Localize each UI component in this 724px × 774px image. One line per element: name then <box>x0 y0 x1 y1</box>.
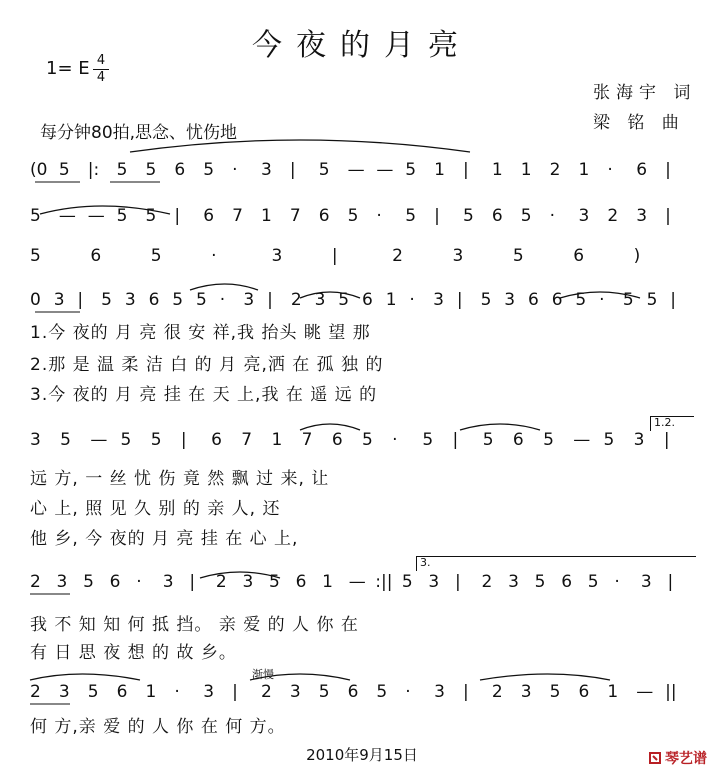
note: 1 <box>491 160 503 180</box>
note: 5 <box>405 160 417 180</box>
lyric-line: 他 乡, 今 夜的 月 亮 挂 在 心 上, <box>30 529 299 549</box>
note: 3 <box>508 572 519 592</box>
note: 2 <box>260 682 272 702</box>
lyric-line: 有 日 思 夜 想 的 故 乡。 <box>30 643 237 663</box>
note: 3 <box>633 430 645 450</box>
note: · <box>174 682 180 702</box>
note: 5 <box>83 572 94 592</box>
note: 6 <box>116 682 128 702</box>
note: 5 <box>203 160 215 180</box>
barline: | <box>232 682 238 702</box>
note: 2 <box>392 246 403 266</box>
barline: || <box>665 682 677 702</box>
note: 2 <box>290 290 302 310</box>
note: 3 <box>56 572 68 592</box>
note: 7 <box>241 430 253 450</box>
note: 6 <box>295 572 307 592</box>
logo-text: 琴艺谱 <box>665 751 707 767</box>
note: 5 <box>480 290 492 310</box>
barline: | <box>665 160 671 180</box>
note: 6 <box>174 160 186 180</box>
note: 5 <box>520 206 532 226</box>
note: 5 <box>318 160 330 180</box>
note: 5 <box>30 246 41 266</box>
note: 6 <box>561 572 573 592</box>
note: 5 <box>549 682 561 702</box>
note: 2 <box>549 160 561 180</box>
note: 3 <box>434 682 445 702</box>
note: 3 <box>520 682 532 702</box>
note: 3 <box>289 682 301 702</box>
lyric-line: 2.那 是 温 柔 洁 白 的 月 亮,洒 在 孤 独 的 <box>30 355 384 375</box>
note: 5 <box>58 160 70 180</box>
note: · <box>219 290 226 310</box>
barline: | <box>463 160 469 180</box>
note: · <box>211 246 217 266</box>
note: 2 <box>481 572 493 592</box>
note: 0 <box>30 290 41 310</box>
note: 1 <box>322 572 333 592</box>
note: 6 <box>362 290 373 310</box>
note: 2 <box>491 682 503 702</box>
note: 6 <box>573 246 585 266</box>
barline: | <box>180 430 187 450</box>
time-signature-bottom: 4 <box>96 70 106 85</box>
lyric-line: 我 不 知 知 何 抵 挡。 亲 爱 的 人 你 在 <box>30 615 359 635</box>
note: 2 <box>30 572 41 592</box>
note: (0 <box>30 160 48 180</box>
note: 6 <box>512 430 524 450</box>
note: 5 <box>543 430 554 450</box>
note: 2 <box>30 682 41 702</box>
barline: | <box>452 430 459 450</box>
note: 5 <box>405 206 417 226</box>
barline: | <box>174 206 181 226</box>
note: 1 <box>145 682 157 702</box>
barline: | <box>665 206 671 226</box>
note: 3 <box>162 572 174 592</box>
note: 5 <box>145 160 157 180</box>
note: · <box>392 430 398 450</box>
note: 1 <box>434 160 445 180</box>
note: 1 <box>385 290 397 310</box>
note: 1 <box>271 430 283 450</box>
barline: | <box>434 206 440 226</box>
note: 6 <box>578 682 590 702</box>
note: 5 <box>101 290 112 310</box>
barline: :|| <box>375 572 393 592</box>
note: 5 <box>376 682 388 702</box>
note: 1 <box>607 682 619 702</box>
note: 3 <box>124 290 136 310</box>
note: 5 <box>401 572 413 592</box>
time-signature-top: 4 <box>96 53 106 68</box>
note: · <box>549 206 556 226</box>
note: 5 <box>646 290 658 310</box>
note: 5 <box>318 682 330 702</box>
note: 5 <box>587 572 599 592</box>
note: 5 <box>463 206 474 226</box>
note: 6 <box>109 572 121 592</box>
note: 5 <box>87 682 99 702</box>
note: 3 <box>314 290 326 310</box>
barline: | <box>667 572 674 592</box>
barline: | <box>663 430 670 450</box>
barline: |: <box>87 160 100 180</box>
note: 3 <box>203 682 215 702</box>
note: 1 <box>260 206 272 226</box>
barline: | <box>454 572 461 592</box>
note: — <box>636 682 654 702</box>
note: — <box>90 430 108 450</box>
note: 3 <box>452 246 464 266</box>
note: 3 <box>58 682 70 702</box>
note: 5 <box>30 206 41 226</box>
note: 5 <box>172 290 184 310</box>
barline: | <box>77 290 84 310</box>
note: 3 <box>242 572 254 592</box>
note: 3 <box>271 246 283 266</box>
note: — <box>573 430 591 450</box>
date-footer: 2010年9月15日 <box>306 746 418 764</box>
volta-3: 3. <box>416 556 696 571</box>
lyric-line: 3.今 夜的 月 亮 挂 在 天 上,我 在 遥 远 的 <box>30 385 378 405</box>
note: 2 <box>215 572 227 592</box>
note: — <box>376 160 394 180</box>
note: 3 <box>640 572 652 592</box>
note: 3 <box>260 160 272 180</box>
note: 5 <box>150 430 162 450</box>
note: 6 <box>551 290 563 310</box>
note: 5 <box>60 430 71 450</box>
barline: | <box>463 682 469 702</box>
note: 5 <box>575 290 587 310</box>
barline: | <box>289 160 296 180</box>
barline: | <box>267 290 273 310</box>
key-signature: 1= E <box>46 58 90 79</box>
note: — <box>58 206 76 226</box>
note: · <box>405 682 411 702</box>
note: 5 <box>482 430 494 450</box>
note: · <box>232 160 238 180</box>
note: 6 <box>528 290 539 310</box>
barline: | <box>670 290 677 310</box>
lyric-line: 1.今 夜的 月 亮 很 安 祥,我 抬头 眺 望 那 <box>30 323 371 343</box>
note: 5 <box>120 430 132 450</box>
note: 5 <box>347 206 359 226</box>
note: 3 <box>433 290 444 310</box>
note: 7 <box>232 206 243 226</box>
tempo-marking: 每分钟80拍,思念、忧伤地 <box>40 123 238 143</box>
lyric-line: 心 上, 照 见 久 别 的 亲 人, 还 <box>30 499 281 519</box>
note: 5 <box>196 290 207 310</box>
barline: | <box>189 572 196 592</box>
note: 5 <box>603 430 615 450</box>
note: 3 <box>30 430 41 450</box>
note: 5 <box>150 246 162 266</box>
note: · <box>607 160 613 180</box>
note: 5 <box>269 572 280 592</box>
note: 5 <box>116 206 128 226</box>
note: 6 <box>90 246 102 266</box>
note: · <box>376 206 382 226</box>
volta-1-2: 1.2. <box>650 416 694 431</box>
note: 6 <box>318 206 330 226</box>
note: 3 <box>578 206 590 226</box>
ritardando-mark: 渐慢 <box>252 668 274 681</box>
note: 7 <box>301 430 313 450</box>
note: 5 <box>338 290 350 310</box>
note: 6 <box>491 206 503 226</box>
note: · <box>136 572 142 592</box>
barline: | <box>456 290 463 310</box>
note: — <box>347 160 365 180</box>
note: 5 <box>622 290 634 310</box>
note: 5 <box>512 246 524 266</box>
note: 6 <box>331 430 343 450</box>
note: 5 <box>145 206 157 226</box>
note: 7 <box>289 206 301 226</box>
note: — <box>348 572 366 592</box>
note: 5 <box>534 572 546 592</box>
note: 3 <box>636 206 648 226</box>
lyric-line: 何 方,亲 爱 的 人 你 在 何 方。 <box>30 717 286 737</box>
note: 3 <box>504 290 516 310</box>
note: 6 <box>203 206 215 226</box>
note: ) <box>633 246 641 266</box>
song-title: 今夜的月亮 <box>252 28 472 63</box>
note: 5 <box>422 430 434 450</box>
note: 1 <box>578 160 590 180</box>
note: · <box>614 572 620 592</box>
composer-credit: 梁 铭 曲 <box>593 113 685 133</box>
lyricist-credit: 张海宇 词 <box>593 83 697 103</box>
note: 6 <box>636 160 648 180</box>
note: · <box>409 290 415 310</box>
note: 6 <box>148 290 160 310</box>
note: 3 <box>428 572 440 592</box>
note: 2 <box>607 206 619 226</box>
barline: | <box>331 246 338 266</box>
note: 5 <box>116 160 128 180</box>
note: 1 <box>520 160 532 180</box>
note: 3 <box>53 290 65 310</box>
note: 6 <box>347 682 359 702</box>
note: 6 <box>211 430 222 450</box>
lyric-line: 远 方, 一 丝 忧 伤 竟 然 飘 过 来, 让 <box>30 469 330 489</box>
note: — <box>87 206 105 226</box>
note: 5 <box>362 430 373 450</box>
note: · <box>599 290 605 310</box>
note: 3 <box>243 290 255 310</box>
